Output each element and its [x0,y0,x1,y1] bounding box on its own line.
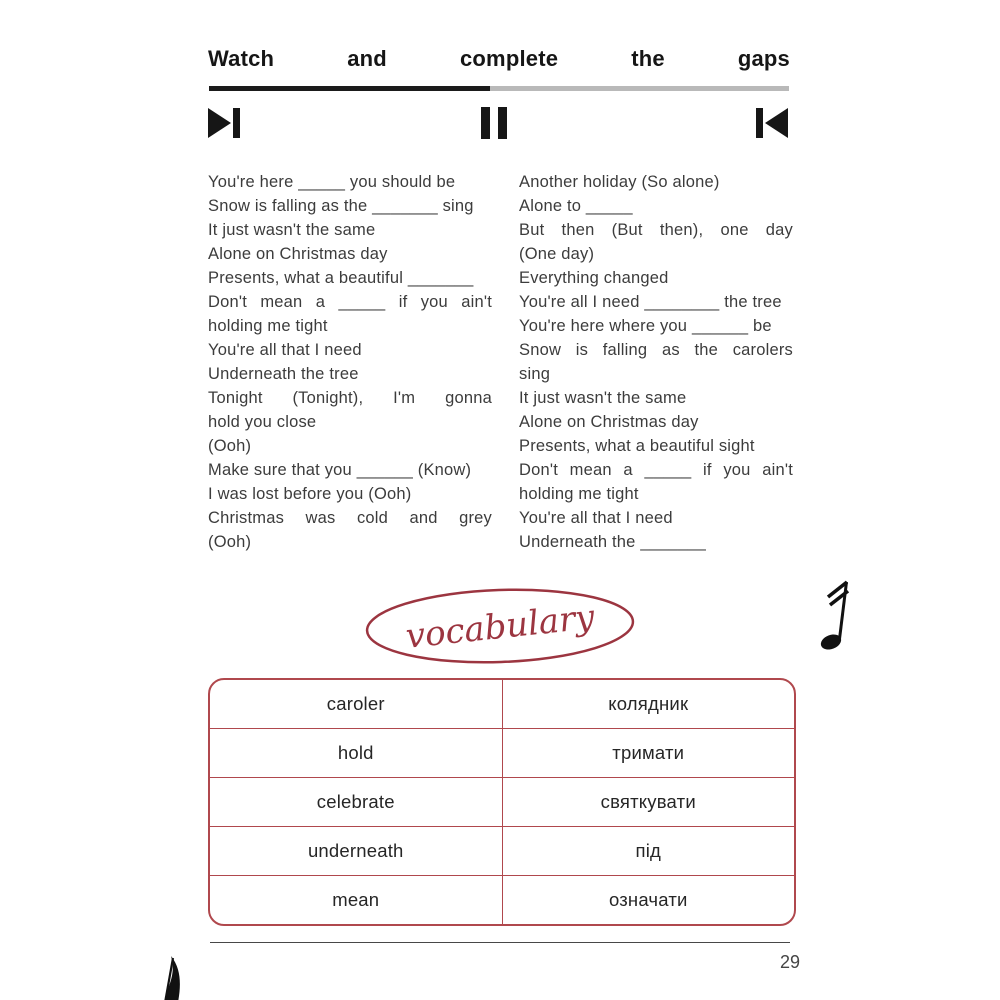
lyric-line: Snow is falling as the carolers [519,341,793,359]
vocab-cell-uk: означати [502,876,795,924]
progress-fill [209,86,490,91]
lyric-line: It just wasn't the same [208,221,376,239]
lyric-line: You're all I need ________ the tree [519,293,782,311]
lyric-line: sing [519,365,551,383]
lyric-line: You're all that I need [208,341,362,359]
lyric-line: Underneath the _______ [519,533,706,551]
lyric-line: Snow is falling as the _______ sing [208,197,474,215]
lyric-line: hold you close [208,413,317,431]
vocab-cell-en: mean [332,889,380,910]
vocab-row [210,826,794,875]
vocab-cell-en: hold [337,742,374,763]
lyrics-column-left [208,170,492,554]
lyric-line: I was lost before you (Ooh) [208,485,412,503]
lyric-line: Presents, what a beautiful _______ [208,269,474,287]
lyric-line: Make sure that you ______ (Know) [208,461,472,479]
vocab-row [210,875,794,924]
eighth-note-icon [150,954,196,1000]
lyric-line: Underneath the tree [208,365,359,383]
seek-bar[interactable] [209,86,789,91]
lyric-line: Presents, what a beautiful sight [519,437,755,455]
vocab-row [210,680,794,728]
lyric-line: holding me tight [208,317,328,335]
lyric-line: Another holiday (So alone) [519,173,720,191]
vocab-cell-uk: тримати [502,729,795,777]
lyric-line: Everything changed [519,269,669,287]
lyric-line: (Ooh) [208,533,252,551]
lyric-line: Tonight (Tonight), I'm gonna [208,389,492,407]
lyric-line: (One day) [519,245,595,263]
lyric-line: Don't mean a _____ if you ain't [519,461,793,479]
lyric-line: Don't mean a _____ if you ain't [208,293,492,311]
lyric-line: Alone on Christmas day [208,245,388,263]
lyric-line: (Ooh) [208,437,252,455]
footer-divider [210,942,790,943]
page-title: Watch and complete the gaps [208,46,790,71]
pause-icon[interactable] [481,107,517,139]
lyric-line: You're all that I need [519,509,673,527]
skip-next-icon[interactable] [208,107,244,139]
vocab-cell-en: underneath [307,840,404,861]
lyrics-section [208,170,793,554]
vocab-row [210,728,794,777]
vocab-row [210,777,794,826]
vocab-cell-en: celebrate [316,791,395,812]
sixteenth-note-icon [818,576,858,654]
vocabulary-stamp [363,581,638,670]
vocab-cell-en: caroler [326,693,385,714]
lyric-line: Alone to _____ [519,197,633,215]
media-controls [208,106,790,140]
lyric-line: Alone on Christmas day [519,413,699,431]
lyric-line: But then (But then), one day [519,221,793,239]
vocabulary-table [208,678,796,926]
lyric-line: holding me tight [519,485,639,503]
lyric-line: It just wasn't the same [519,389,687,407]
vocabulary-stamp-label: vocabulary [403,597,597,657]
page-number: 29 [779,952,800,972]
vocab-cell-uk: колядник [502,680,795,728]
lyric-line: You're here _____ you should be [208,173,456,191]
lyrics-column-right [519,170,793,554]
lyric-line: Christmas was cold and grey [208,509,492,527]
lyric-line: You're here where you ______ be [519,317,772,335]
skip-previous-icon[interactable] [754,107,790,139]
vocab-cell-uk: святкувати [502,778,795,826]
vocab-cell-uk: під [502,827,795,875]
